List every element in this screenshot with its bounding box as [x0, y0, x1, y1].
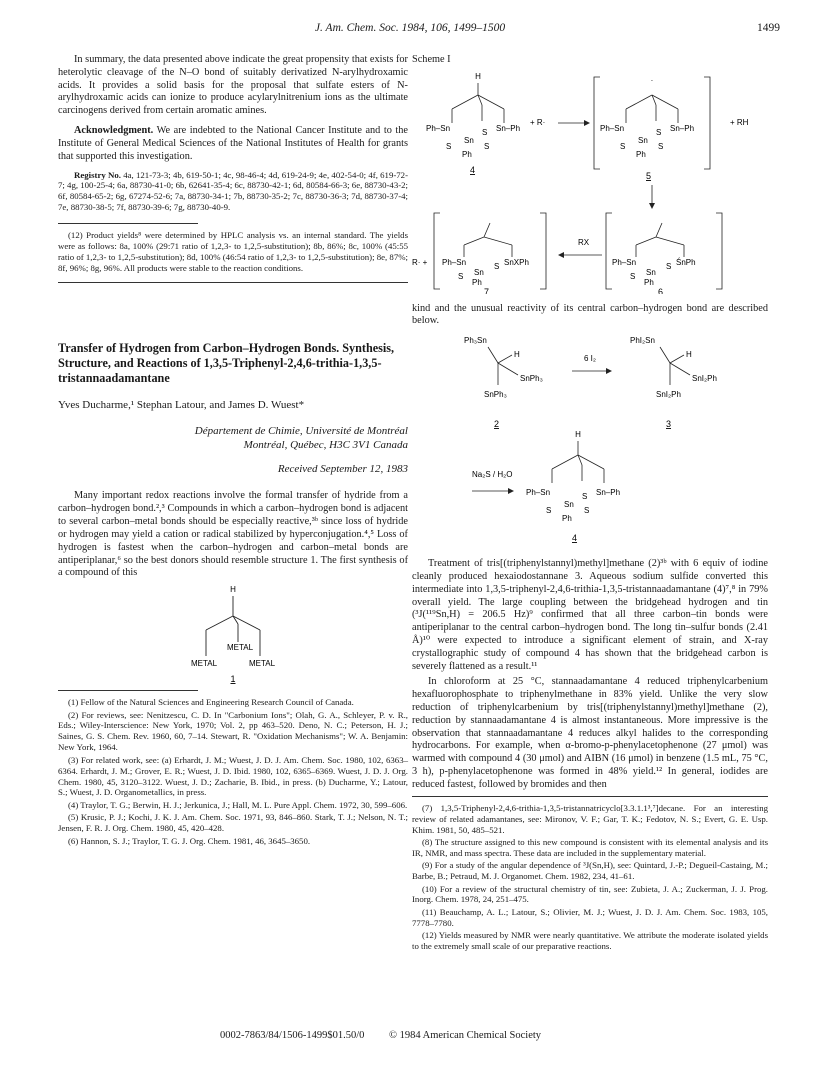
footnote-8: (8) The structure assigned to this new compound is consistent with its elemental analysis and its IR, NMR, and mass spectra. These data are included in the supplementary material.	[412, 836, 768, 858]
eq-4-h: H	[575, 430, 581, 440]
scheme-4-label: 4	[470, 164, 476, 175]
eq-compound-4	[526, 430, 620, 543]
eq-4-ph: Ph	[562, 514, 572, 524]
ack-text: We are indebted to the National Cancer Institute and to the Institute of General Medical Sciences of the National Institutes of Health for grants that supported this investigation.	[58, 125, 409, 162]
intro-paragraph: Many important redox reactions involve the formal transfer of hydride from a carbon–hydrogen bond.²,³ Compounds in which a carbon–hydrogen bond is adjacent to several carbon–metal bonds should be especially reactive,³ᵇ since loss of hydride or hydrogen may yield a cation or radical stabilized by hyperconjugation.⁴,⁵ Loss of hydrogen is fastest when the carbon–hydrogen and carbon–metal bonds are antiperiplanar,⁶ so the best donors should resemble structure 1. The first synthesis of a compound of this	[58, 490, 408, 579]
eq-4-s1: S	[582, 492, 588, 502]
eq-3-sni2ph-b: SnI₂Ph	[656, 390, 681, 400]
eq-4-s3: S	[584, 506, 590, 516]
scheme-5-s3: S	[658, 141, 664, 151]
footnote-5: (5) Krusic, P. J.; Kochi, J. K. J. Am. Chem. Soc. 1971, 93, 846–860. Stark, T. J.; Nelson, N. T.; Jensen, F. R. J. Org. Chem. 1980, 45, 420–428.	[58, 812, 408, 834]
scheme-reagent-r2: R· +	[412, 257, 428, 267]
scheme-reagent-rx: RX	[578, 237, 590, 247]
scheme-4-h: H	[475, 71, 481, 81]
eq-2-ph3sn: Ph₃Sn	[464, 336, 487, 346]
footnote-9: (9) For a study of the angular dependence of ³J(Sn,H), see: Quintard, J.-P.; Degueil-Castaing, M.; Barbe, B.; Petraud, M. J. Organomet. Chem. 1982, 234, 41–61.	[412, 860, 768, 882]
affiliation-line-2: Montréal, Québec, H3C 3V1 Canada	[243, 439, 408, 452]
synthesis-paragraph: Treatment of tris[(triphenylstannyl)methyl]methane (2)³ᵇ with 6 equiv of iodine cleanly produced hexaiodostannane 3. Aqueous sodium sulfide converted this intermediate into 1,3,5-triphenyl-2,4,6-trithia-1,3,5-tristannaadamantane (4)⁷,⁸ in 79% overall yield. The large coupling between the bridgehead hydrogen and tin (³J(¹¹⁹Sn,H) = 206.5 Hz)⁹ confirmed that all three carbon–tin bonds were antiperiplanar to the central carbon–hydrogen bond. The long tin–sulfur bonds (2.41 Å)¹⁰ were expected to introduce a significant element of strain, and X-ray crystallographic study of compound 4 has shown that the bridgehead carbon is severely flattened as a result.¹¹	[412, 558, 768, 672]
right-column	[412, 54, 768, 953]
eq-compound-2	[464, 336, 543, 429]
eq-3-sni2ph-a: SnI₂Ph	[692, 374, 717, 384]
eq-4-sn-ph: Sn–Ph	[596, 488, 621, 498]
eq-2-snph3-b: SnPh₃	[484, 390, 507, 400]
structure-1-metal-c: METAL	[248, 659, 276, 669]
scheme-7-snxph: SnXPh	[504, 257, 529, 267]
registry-heading: Registry No.	[74, 169, 121, 180]
scheme-compound-5	[594, 76, 710, 181]
structure-1-metal-a: METAL	[226, 643, 254, 653]
page-number: 1499	[757, 22, 780, 34]
scheme-4-s2: S	[446, 141, 452, 151]
footnote-rule-2	[58, 690, 198, 691]
scheme-4-ph: Ph	[462, 149, 472, 159]
footnotes-left	[58, 697, 408, 846]
scheme-5-label: 5	[646, 170, 652, 181]
page-footer	[220, 1030, 640, 1041]
scheme-5-dot: ·	[650, 75, 654, 85]
scheme-4-sn: Sn	[464, 135, 474, 145]
footnote-rule	[58, 223, 198, 224]
footnote-2: (2) For reviews, see: Nenitzescu, C. D. In "Carbonium Ions"; Olah, G. A., Schleyer, P. v. R., Eds.; Wiley-Interscience: New York, 1970; Vol. 2, pp 463–520. Deno, N. C.; Peterson, H. J.; Saines, G. S. Chem. Rev. 1960, 60, 7–14. Stewart, R. "Oxidation Mechanisms"; W. A. Benjamin: New York, 1964.	[58, 709, 408, 753]
scheme-product-rh: + RH	[730, 117, 749, 127]
scheme-5-ph-sn: Ph–Sn	[600, 123, 625, 133]
article-code: 0002-7863/84/1506-1499$01.50/0	[220, 1030, 365, 1041]
scheme-4-s3: S	[484, 141, 490, 151]
left-column	[58, 54, 408, 848]
scheme-4-sn-ph: Sn–Ph	[496, 123, 521, 133]
footnote-3: (3) For related work, see: (a) Erhardt, J. M.; Wuest, J. D. J. Am. Chem. Soc. 1980, 102, 6363–6364. Erhardt, J. M.; Grover, E. R.; Wuest, J. D. Ibid. 1980, 102, 6365–6369. Wuest, J. D. J. Org. Chem. 1980, 45, 3120–3122. Wuest, J. D.; Zacharie, B. Ibid., in press. (b) Ducharme, Y.; Latour, S.; Wuest, J. D. Organometallics, in press.	[58, 754, 408, 798]
scheme-7-s1: S	[494, 261, 500, 271]
scheme-7-s2: S	[458, 271, 464, 281]
footnote-12: (12) Yields measured by NMR were nearly quantitative. We attribute the moderate isolated yields to the extremely small scale of our preparative reactions.	[412, 930, 768, 952]
scheme-7-label: 7	[484, 286, 490, 294]
eq-2-h: H	[514, 350, 520, 360]
scheme-title: Scheme I	[412, 54, 451, 65]
copyright: © 1984 American Chemical Society	[389, 1030, 542, 1041]
acknowledgment	[58, 125, 408, 163]
scheme-compound-7	[434, 213, 546, 294]
affiliation-line-1: Département de Chimie, Université de Montréal	[194, 425, 408, 438]
footnote-11: (11) Beauchamp, A. L.; Latour, S.; Olivier, M. J.; Wuest, J. D. J. Am. Chem. Soc. 1983, 105, 7778–7780.	[412, 906, 768, 928]
running-header	[40, 22, 780, 42]
scheme-6-ph: Ph	[644, 277, 654, 287]
scheme-5-s2: S	[620, 141, 626, 151]
scheme-7-ph-sn: Ph–Sn	[442, 257, 467, 267]
eq-4-s2: S	[546, 506, 552, 516]
kind-paragraph: kind and the unusual reactivity of its central carbon–hydrogen bond are described below.	[412, 302, 768, 327]
equation-scheme	[412, 331, 768, 551]
registry-numbers	[58, 170, 408, 214]
reactivity-paragraph: In chloroform at 25 °C, stannaadamantane 4 reduced triphenylcarbenium hexafluorophosphate to triphenylmethane in 83% yield. Unlike the very slow reduction of triphenylcarbenium by tris[(triphenylstannyl)methyl]methane (2), reduction by stannaadamantane 4 is almost instantaneous. More impressive is the observation that stannaadamantane 4 reduces alkyl halides to the corresponding hydrocarbons. For example, when α-bromo-p-phenylacetophenone (27 μmol) was warmed with compound 4 (30 μmol) and AIBN (16 μmol) in benzene (1.5 mL, 75 °C, 3 h), p-phenylacetophenone was formed in 48% yield.¹² In general, iodides are reduced fastest, followed by bromides and then	[412, 676, 768, 790]
footnote-1: (1) Fellow of the Natural Sciences and Engineering Research Council of Canada.	[68, 697, 354, 708]
scheme-6-sn: Sn	[646, 267, 656, 277]
scheme-compound-6	[606, 213, 722, 294]
eq-reagent-na2s: Na₂S / H₂O	[472, 470, 513, 480]
footnote-rule-right	[412, 796, 768, 797]
summary-paragraph: In summary, the data presented above indicate the great propensity that exists for heterolytic cleavage of the N–O bond of suitably derivatized N-arylhydroxamic acids. It provides a solid basis for the proposal that sulfate esters of N-arylhydroxamic acids can ionize to produce acylarylnitrenium ions as the ultimate carcinogens derived from certain aromatic amines.	[58, 54, 408, 117]
scheme-5-sn: Sn	[638, 135, 648, 145]
scheme-5-s1: S	[656, 127, 662, 137]
scheme-4-ph-sn: Ph–Sn	[426, 123, 451, 133]
scheme-4-s1: S	[482, 127, 488, 137]
eq-3-label: 3	[666, 419, 672, 430]
scheme-5-sn-ph: Sn–Ph	[670, 123, 695, 133]
authors: Yves Ducharme,¹ Stephan Latour, and James D. Wuest*	[58, 398, 305, 411]
eq-4-ph-sn: Ph–Sn	[526, 488, 551, 498]
scheme-6-ph-sn: Ph–Sn	[612, 257, 637, 267]
ack-heading: Acknowledgment.	[74, 125, 154, 137]
footnote-10: (10) For a review of the structural chemistry of tin, see: Zubieta, J. A.; Zuckerman, J. J. Prog. Inorg. Chem. 1978, 24, 251–475.	[412, 883, 768, 905]
footnotes-right	[412, 803, 768, 952]
structure-1-h: H	[230, 585, 236, 595]
registry-text: 4a, 121-73-3; 4b, 619-50-1; 4c, 98-46-4; 4d, 619-24-9; 4e, 402-54-0; 4f, 619-72-7; 4g, 100-25-4; 6a, 88730-41-0; 6b, 62641-35-4; 6c, 88730-42-1; 6d, 80584-66-3; 6e, 88730-43-2; 6f, 80584-65-2; 6g, 67274-52-6; 7a, 88730-34-1; 7b, 88730-35-2; 7c, 88730-36-3; 7d, 88730-37-4; 7e, 88730-38-5; 7f, 88730-39-6; 7g, 88730-40-9.	[58, 169, 409, 213]
eq-reagent-iodine: 6 I₂	[584, 354, 596, 364]
received-date: Received September 12, 1983	[277, 462, 408, 475]
footnote-4: (4) Traylor, T. G.; Berwin, H. J.; Jerkunica, J.; Hall, M. L. Pure Appl. Chem. 1972, 30, 599–606.	[68, 799, 408, 810]
eq-3-phi2sn: PhI₂Sn	[630, 336, 655, 346]
scheme-6-s2: S	[630, 271, 636, 281]
eq-4-sn: Sn	[564, 500, 574, 510]
scheme-7-ph: Ph	[472, 277, 482, 287]
eq-3-h: H	[686, 350, 692, 360]
scheme-5-ph: Ph	[636, 149, 646, 159]
scheme-6-label: 6	[658, 286, 664, 294]
journal-citation: J. Am. Chem. Soc. 1984, 106, 1499–1500	[314, 22, 506, 34]
footnote-7: (7) 1,3,5-Triphenyl-2,4,6-trithia-1,3,5-tristannatricyclo[3.3.1.1³,⁷]decane. For an interesting review of related adamantanes, see: Mironov, V. F.; Gar, T. K.; Fedotov, N. S.; Evert, G. E. Usp. Khim. 1981, 50, 485–521.	[412, 802, 768, 835]
scheme-6-s1: S	[666, 261, 672, 271]
affiliation	[58, 424, 408, 453]
eq-2-snph3-a: SnPh₃	[520, 374, 543, 384]
structure-1	[148, 584, 318, 684]
footnote-6: (6) Hannon, S. J.; Traylor, T. G. J. Org. Chem. 1981, 46, 3645–3650.	[68, 835, 311, 846]
structure-1-label: 1	[230, 674, 236, 685]
scheme-reagent-r: + R·	[530, 117, 546, 127]
eq-4-label: 4	[572, 533, 578, 544]
eq-2-label: 2	[494, 419, 500, 430]
footnote-12-prev: (12) Product yields⁸ were determined by HPLC analysis vs. an internal standard. The yields were as follows: 8a, 100% (29:71 ratio of 1,2,3- to 1,2,5-substitution); 8b, 86%; 8c, 100% (45:55 ratio of 1,2,3- to 1,2,5-substitution); 8d, 100% (46:54 ratio of 1,2,3- to 1,2,5-substitution); 8e, 87%; 8f, 96%; 8g, 96%. All products were stable to the reaction conditions.	[58, 230, 408, 273]
scheme-7-sn: Sn	[474, 267, 484, 277]
article-title: Transfer of Hydrogen from Carbon–Hydrogen Bonds. Synthesis, Structure, and Reactions of 1,3,5-Triphenyl-2,4,6-trithia-1,3,5-tristannaadamantane	[58, 340, 395, 386]
eq-compound-3	[630, 336, 717, 429]
scheme-1	[412, 69, 768, 294]
article-rule	[58, 282, 408, 283]
structure-1-metal-b: METAL	[190, 659, 218, 669]
scheme-compound-4	[426, 72, 520, 175]
scheme-6-sn-dot-ph: ŚnPh	[676, 257, 696, 267]
